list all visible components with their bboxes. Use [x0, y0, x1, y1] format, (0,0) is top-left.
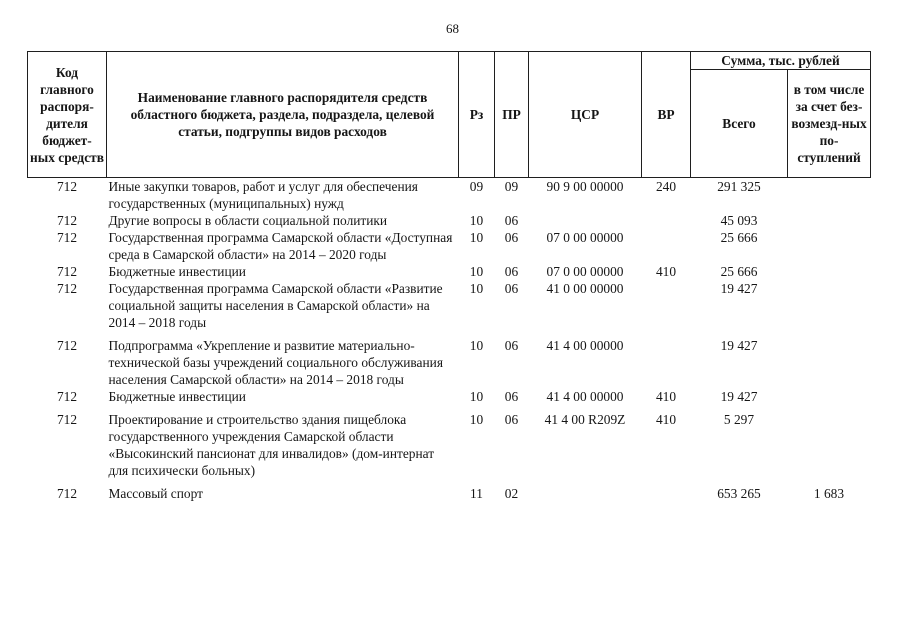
table-row — [28, 388, 871, 405]
cell-code: 712 — [56, 338, 78, 353]
cell-vr: 240 — [655, 179, 677, 194]
cell-name: Иные закупки товаров, работ и услуг для обеспечения государственных (муниципальных) нужд — [108, 179, 418, 211]
cell-rz: 10 — [469, 213, 484, 228]
table-row — [28, 337, 871, 388]
header-name: Наименование главного распорядителя средств областного бюджета, раздела, подраздела, целевой статьи, подгруппы видов расходов — [107, 52, 459, 178]
cell-code: 712 — [56, 264, 78, 279]
cell-vr — [642, 229, 691, 263]
cell-code: 712 — [56, 486, 78, 501]
cell-csr: 41 4 00 00000 — [546, 389, 624, 404]
cell-csr: 07 0 00 00000 — [546, 264, 624, 279]
cell-pr: 06 — [504, 213, 519, 228]
cell-incl — [788, 411, 871, 479]
cell-vr — [642, 280, 691, 331]
cell-incl — [788, 280, 871, 331]
table-row — [28, 280, 871, 331]
cell-pr: 06 — [504, 389, 519, 404]
cell-name: Государственная программа Самарской области «Доступная среда в Самарской области» на 2014 – 2020 годы — [108, 230, 453, 262]
cell-incl — [788, 263, 871, 280]
cell-pr: 02 — [504, 486, 519, 501]
cell-csr: 41 0 00 00000 — [546, 281, 624, 296]
cell-incl — [788, 388, 871, 405]
table-row — [28, 263, 871, 280]
cell-total: 25 666 — [720, 230, 758, 245]
cell-rz: 10 — [469, 230, 484, 245]
cell-incl — [788, 212, 871, 229]
table-row — [28, 178, 871, 213]
cell-vr: 410 — [655, 389, 677, 404]
cell-rz: 10 — [469, 338, 484, 353]
table-row — [28, 229, 871, 263]
cell-pr: 06 — [504, 230, 519, 245]
cell-incl — [788, 337, 871, 388]
header-vr: ВР — [642, 52, 691, 178]
cell-total: 5 297 — [723, 412, 755, 427]
cell-code: 712 — [56, 230, 78, 245]
table-row — [28, 411, 871, 479]
header-csr: ЦСР — [529, 52, 642, 178]
cell-code: 712 — [56, 179, 78, 194]
budget-table — [27, 51, 871, 502]
cell-name: Проектирование и строительство здания пищеблока государственного учреждения Самарской области «Высокинский пансионат для инвалидов» (дом-интернат для психически больных) — [108, 412, 435, 478]
cell-pr: 06 — [504, 264, 519, 279]
cell-vr: 410 — [655, 412, 677, 427]
cell-csr — [529, 212, 642, 229]
cell-code: 712 — [56, 412, 78, 427]
cell-code: 712 — [56, 213, 78, 228]
cell-name: Государственная программа Самарской области «Развитие социальной защиты населения в Самарской области» на 2014 – 2018 годы — [108, 281, 443, 330]
header-code: Код главного распоря-дителя бюджет-ных средств — [28, 52, 107, 178]
cell-incl — [788, 178, 871, 213]
cell-total: 19 427 — [720, 389, 758, 404]
cell-total: 19 427 — [720, 338, 758, 353]
cell-name: Массовый спорт — [108, 486, 203, 501]
cell-rz: 11 — [470, 486, 483, 501]
cell-code: 712 — [56, 389, 78, 404]
cell-vr — [642, 485, 691, 502]
cell-total: 653 265 — [717, 486, 761, 501]
cell-total: 19 427 — [720, 281, 758, 296]
cell-incl: 1 683 — [813, 486, 845, 501]
cell-incl — [788, 229, 871, 263]
cell-rz: 10 — [469, 281, 484, 296]
page-number: 68 — [446, 21, 459, 36]
cell-pr: 06 — [504, 338, 519, 353]
table-row — [28, 485, 871, 502]
header-sum: Сумма, тыс. рублей — [691, 52, 871, 70]
cell-vr — [642, 337, 691, 388]
header-pr: ПР — [495, 52, 529, 178]
cell-pr: 09 — [504, 179, 519, 194]
cell-name: Бюджетные инвестиции — [108, 264, 246, 279]
cell-name: Другие вопросы в области социальной политики — [108, 213, 388, 228]
header-rz: Рз — [459, 52, 495, 178]
cell-rz: 09 — [469, 179, 484, 194]
cell-total: 25 666 — [720, 264, 758, 279]
cell-total: 291 325 — [717, 179, 761, 194]
cell-rz: 10 — [469, 389, 484, 404]
header-total: Всего — [691, 70, 788, 178]
cell-csr: 41 4 00 00000 — [546, 338, 624, 353]
cell-csr — [529, 485, 642, 502]
cell-name: Бюджетные инвестиции — [108, 389, 246, 404]
cell-vr — [642, 212, 691, 229]
cell-csr: 07 0 00 00000 — [546, 230, 624, 245]
cell-vr: 410 — [655, 264, 677, 279]
cell-rz: 10 — [469, 412, 484, 427]
header-incl: в том числе за счет без-возмезд-ных по-ступлений — [788, 70, 871, 178]
cell-code: 712 — [56, 281, 78, 296]
cell-csr: 41 4 00 R209Z — [544, 412, 626, 427]
cell-pr: 06 — [504, 281, 519, 296]
cell-pr: 06 — [504, 412, 519, 427]
cell-csr: 90 9 00 00000 — [546, 179, 624, 194]
cell-rz: 10 — [469, 264, 484, 279]
cell-total: 45 093 — [720, 213, 758, 228]
cell-name: Подпрограмма «Укрепление и развитие материально-технической базы учреждений социального обслуживания населения Самарской области» на 2014 – 2018 годы — [108, 338, 443, 387]
table-row — [28, 212, 871, 229]
